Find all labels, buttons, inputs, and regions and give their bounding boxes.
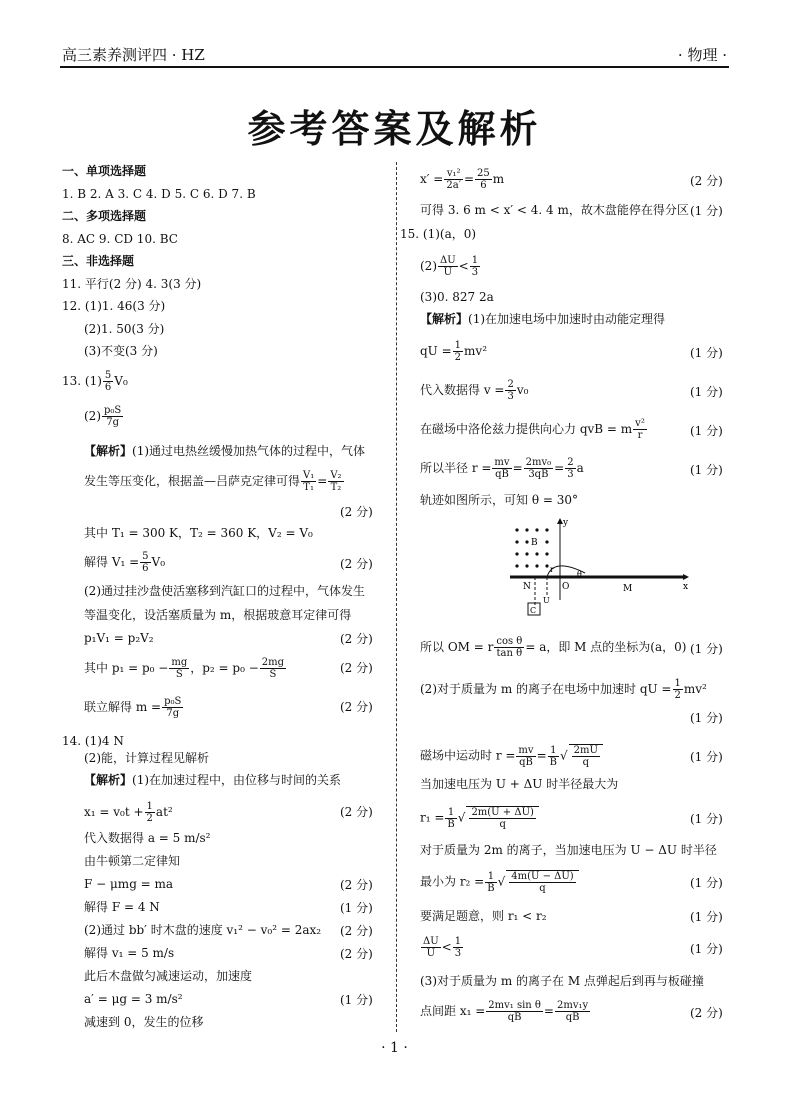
section-single-choice: 一、单项选择题 <box>62 164 147 178</box>
q13-l5: 解得 V₁ = $\frac{5}{6}$ V₀ <box>84 551 166 574</box>
fig-label-x: x <box>683 582 689 592</box>
fig-label-U: U <box>543 596 550 605</box>
points: (1 分) <box>690 204 723 218</box>
q14-1: 14. (1)4 N <box>62 734 124 748</box>
header-rule <box>60 66 729 68</box>
column-divider <box>396 162 397 1032</box>
points: (2 分) <box>340 505 373 519</box>
fig-label-N: N <box>523 582 531 592</box>
fig-label-C: C <box>530 606 537 615</box>
q13-l7: 等温变化，设活塞质量为 m，根据玻意耳定律可得 <box>84 608 352 622</box>
points: (2 分) <box>340 661 373 675</box>
q14-2: (2)能，计算过程见解析 <box>84 751 209 765</box>
points: (1 分) <box>690 463 723 477</box>
q12-3: (3)不变(3 分) <box>84 344 158 358</box>
q14-l7: 解得 F = 4 N <box>84 900 160 914</box>
r-line-7: qU = $\frac{1}{2}$ mv² <box>420 340 488 363</box>
q14-l8: (2)通过 bb′ 时木盘的速度 v₁² − v₀² = 2ax₂ <box>84 923 322 937</box>
q14-l9: 解得 v₁ = 5 m/s <box>84 946 175 960</box>
q15-1: 15. (1)(a，0) <box>400 227 477 241</box>
r-line-17: 对于质量为 2m 的离子，当加速电压为 U − ΔU 时半径 <box>420 843 717 857</box>
q13-jx2: 发生等压变化，根据盖—吕萨克定律可得 $\frac{\text{V₁}}{\text{T₁}}$ = $\frac{\text{V₂}}{\text{T₂}}$ <box>84 470 342 493</box>
header-right: · 物理 · <box>677 46 727 64</box>
r-line-13: (2)对于质量为 m 的离子在电场中加速时 qU = $\frac{1}{2}$ mv² <box>420 678 707 701</box>
points: (1 分) <box>690 711 723 725</box>
r-line-22: 点间距 x₁ = $\frac{\text{2mv₁ sin θ}}{qB}$ = $\frac{\text{2mv₁y}}{qB}$ <box>420 1000 589 1023</box>
r-line-14: 磁场中运动时 r = $\frac{mv}{qB}$ = $\frac{1}{B}$ √ $\frac{2mU}{q}$ <box>420 744 603 768</box>
r-line-19: 要满足题意，则 r₁ < r₂ <box>420 909 547 923</box>
fig-label-y: y <box>563 518 569 528</box>
multi-choice-answers: 8. AC 9. CD 10. BC <box>62 232 178 246</box>
points: (2 分) <box>690 1006 723 1020</box>
q13-l8: p₁V₁ = p₂V₂ <box>84 631 154 645</box>
q14-l6: F − μmg = ma <box>84 877 174 891</box>
q12-1: 12. (1)1. 46(3 分) <box>62 299 166 313</box>
fig-label-r: r <box>550 565 554 574</box>
q13-l9: 其中 p₁ = p₀ − $\frac{mg}{S}$ ，p₂ = p₀ − $\frac{2mg}{S}$ <box>84 657 285 680</box>
q15-3: (3)0. 827 2a <box>420 290 494 304</box>
fig-label-O: O <box>562 582 570 592</box>
points: (2 分) <box>340 700 373 714</box>
points: (1 分) <box>690 942 723 956</box>
points: (2 分) <box>340 805 373 819</box>
points: (2 分) <box>340 924 373 938</box>
q13-l10: 联立解得 m = $\frac{\text{p₀S}}{7g}$ <box>84 696 182 719</box>
points: (2 分) <box>340 878 373 892</box>
fig-label-theta: θ <box>577 570 582 579</box>
q14-l3: x₁ = v₀t + $\frac{1}{2}$ at² <box>84 801 173 824</box>
points: (1 分) <box>690 346 723 360</box>
q14-l4: 代入数据得 a = 5 m/s² <box>84 831 211 845</box>
q15-jx1: 【解析】(1)在加速电场中加速时由动能定理得 <box>420 312 666 326</box>
points: (1 分) <box>690 910 723 924</box>
r-line-16: r₁ = $\frac{1}{B}$ √ $\frac{2m(U + \Delta U)}{q}$ <box>420 806 539 830</box>
q14-l12: 减速到 0，发生的位移 <box>84 1015 204 1029</box>
q15-2: (2) $\frac{\Delta U}{U}$ < $\frac{1}{3}$ <box>420 255 479 278</box>
page-number: · 1 · <box>381 1040 408 1056</box>
q12-2: (2)1. 50(3 分) <box>84 322 165 336</box>
header-left: 高三素养测评四 · HZ <box>62 46 205 64</box>
q13-2: (2) $\frac{\text{p₀S}}{7g}$ <box>84 405 122 428</box>
r-line-10: 所以半径 r = $\frac{mv}{qB}$ = $\frac{\text{2mv₀}}{3qB}$ = $\frac{2}{3}$ a <box>420 457 584 480</box>
points: (2 分) <box>340 557 373 571</box>
r-line-21: (3)对于质量为 m 的离子在 M 点弹起后到再与板碰撞 <box>420 974 704 988</box>
q11-answer: 11. 平行(2 分) 4. 3(3 分) <box>62 277 202 291</box>
q13-l4: 其中 T₁ = 300 K，T₂ = 360 K，V₂ = V₀ <box>84 526 313 540</box>
q14-l5: 由牛顿第二定律知 <box>84 854 181 868</box>
points: (1 分) <box>690 642 723 656</box>
points: (1 分) <box>690 750 723 764</box>
r-line-9: 在磁场中洛伦兹力提供向心力 qvB = m $\frac{\text{v²}}{r}$ <box>420 418 645 441</box>
q13-l6: (2)通过挂沙盘使活塞移到汽缸口的过程中，气体发生 <box>84 584 366 598</box>
points: (1 分) <box>690 876 723 890</box>
r-line-12: 所以 OM = r $\frac{\text{cos θ}}{\text{tan θ}}$ = a，即 M 点的坐标为(a，0) <box>420 636 687 659</box>
q14-jx1: 【解析】(1)在加速过程中，由位移与时间的关系 <box>84 773 342 787</box>
points: (1 分) <box>690 424 723 438</box>
r-line-20: $\frac{\Delta U}{U}$ < $\frac{1}{3}$ <box>423 936 462 959</box>
points: (1 分) <box>690 812 723 826</box>
r-line-15: 当加速电压为 U + ΔU 时半径最大为 <box>420 777 619 791</box>
q14-l10: 此后木盘做匀减速运动，加速度 <box>84 969 253 983</box>
q13-jx1: 【解析】(1)通过电热丝缓慢加热气体的过程中，气体 <box>84 444 366 458</box>
q14-l11: a′ = μg = 3 m/s² <box>84 992 183 1006</box>
single-choice-answers: 1. B 2. A 3. C 4. D 5. C 6. D 7. B <box>62 187 256 201</box>
points: (1 分) <box>340 993 373 1007</box>
trajectory-figure <box>505 515 690 620</box>
points: (2 分) <box>340 947 373 961</box>
page-title: 参考答案及解析 <box>247 107 542 151</box>
fig-label-M: M <box>623 584 633 594</box>
fig-label-B: B <box>531 538 538 548</box>
points: (1 分) <box>690 385 723 399</box>
section-multi-choice: 二、多项选择题 <box>62 209 147 223</box>
r-line-8: 代入数据得 v = $\frac{2}{3}$ v₀ <box>420 379 529 402</box>
points: (2 分) <box>340 632 373 646</box>
points: (2 分) <box>690 174 723 188</box>
r-line-1: x′ = $\frac{\text{v₁²}}{2a'}$ = $\frac{25}{6}$ m <box>420 168 505 191</box>
points: (1 分) <box>340 901 373 915</box>
section-non-choice: 三、非选择题 <box>62 254 135 268</box>
r-line-18: 最小为 r₂ = $\frac{1}{B}$ √ $\frac{4m(U - \Delta U)}{q}$ <box>420 870 579 894</box>
r-line-2: 可得 3. 6 m < x′ < 4. 4 m，故木盘能停在得分区 <box>420 203 689 217</box>
r-line-11: 轨迹如图所示，可知 θ = 30° <box>420 493 578 507</box>
q13-1: 13. (1) $\frac{5}{6}$ V₀ <box>62 370 128 393</box>
